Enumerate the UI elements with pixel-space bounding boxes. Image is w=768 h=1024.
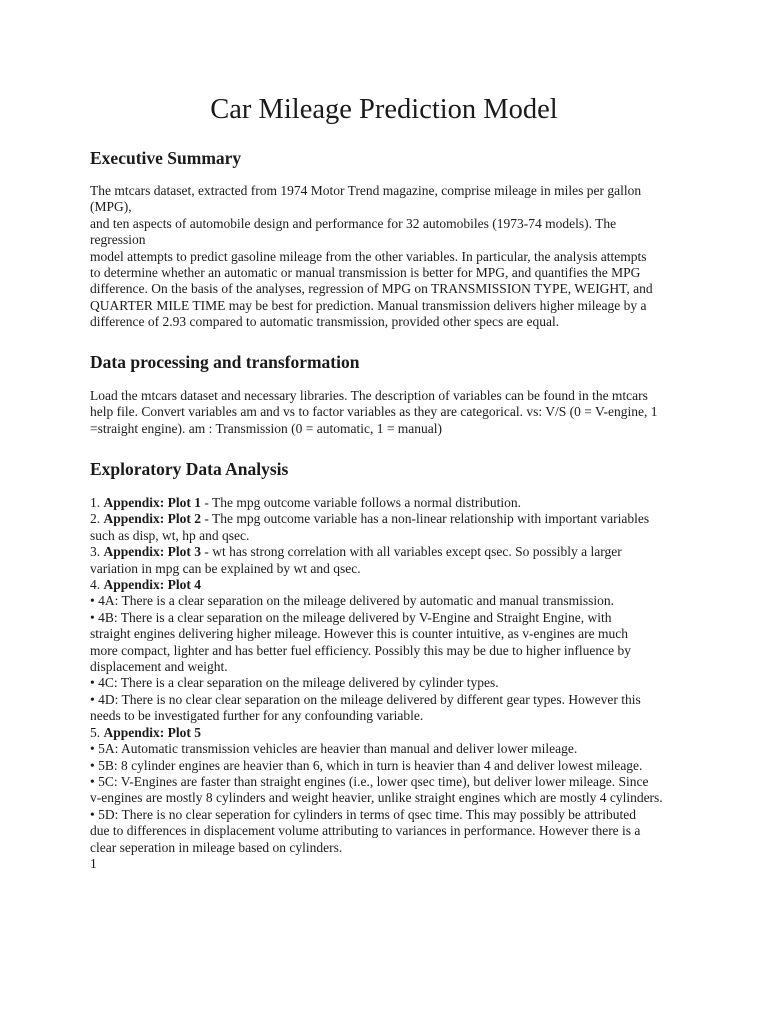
text-line: help file. Convert variables am and vs to factor variables as they are categorical. vs: V/S (0 = V-engine, 1	[90, 404, 658, 420]
item-text: such as disp, wt, hp and qsec.	[90, 527, 250, 543]
list-item	[90, 643, 690, 659]
list-item	[90, 544, 690, 560]
list-item	[90, 741, 690, 757]
list-item	[90, 758, 690, 774]
item-text: • 5B: 8 cylinder engines are heavier than 6, which in turn is heavier than 4 and deliver lowest mileage.	[90, 757, 643, 773]
item-text: • 4A: There is a clear separation on the mileage delivered by automatic and manual transmission.	[90, 593, 615, 609]
text-line: Load the mtcars dataset and necessary libraries. The description of variables can be found in the mtcars	[90, 388, 648, 403]
page-number: 1	[90, 855, 97, 871]
list-item	[90, 692, 690, 708]
list-item	[90, 561, 690, 577]
item-number: 2.	[90, 511, 104, 527]
heading-executive-summary: Executive Summary	[90, 148, 242, 168]
item-text: due to differences in displacement volume attributing to variances in performance. However there is a	[90, 823, 641, 839]
list-item	[90, 528, 690, 544]
appendix-reference: Appendix: Plot 1	[103, 495, 202, 510]
list-item	[90, 790, 690, 806]
item-text: needs to be investigated further for any confounding variable.	[90, 708, 424, 724]
text-line: regression	[90, 232, 146, 248]
item-number: 1.	[90, 495, 104, 510]
item-text: v-engines are mostly 8 cylinders and weight heavier, unlike straight engines which are mostly 4 cylinders.	[90, 790, 663, 806]
heading-data-processing: Data processing and transformation	[90, 352, 360, 372]
item-text: • 5A: Automatic transmission vehicles are heavier than manual and deliver lower mileage.	[90, 741, 578, 757]
appendix-reference: Appendix: Plot 2	[103, 511, 202, 527]
text-line: model attempts to predict gasoline mileage from the other variables. In particular, the analysis attempts	[90, 248, 647, 264]
item-text: - The mpg outcome variable follows a normal distribution.	[201, 495, 521, 510]
item-number: 4.	[90, 577, 104, 593]
list-item	[90, 626, 690, 642]
item-text: - The mpg outcome variable has a non-linear relationship with important variables	[201, 511, 650, 527]
executive-summary-body	[90, 183, 690, 331]
appendix-reference: Appendix: Plot 4	[103, 577, 202, 593]
list-item	[90, 840, 690, 856]
list-item	[90, 675, 690, 691]
text-line: The mtcars dataset, extracted from 1974 Motor Trend magazine, comprise mileage in miles per gallon	[90, 183, 642, 198]
text-line: QUARTER MILE TIME may be best for prediction. Manual transmission delivers higher mileage by a	[90, 297, 647, 313]
text-line: difference of 2.93 compared to automatic transmission, provided other specs are equal.	[90, 314, 560, 330]
text-line: and ten aspects of automobile design and performance for 32 automobiles (1973-74 models). The	[90, 215, 617, 231]
text-line: (MPG),	[90, 199, 132, 215]
item-text: clear seperation in mileage based on cylinders.	[90, 839, 343, 855]
list-item	[90, 807, 690, 823]
heading-exploratory-data-analysis: Exploratory Data Analysis	[90, 459, 289, 479]
list-item	[90, 577, 690, 593]
item-text: displacement and weight.	[90, 659, 228, 675]
appendix-reference: Appendix: Plot 5	[103, 724, 202, 740]
item-text: • 5D: There is no clear seperation for cylinders in terms of qsec time. This may possibly be attributed	[90, 806, 636, 822]
item-number: 3.	[90, 544, 104, 560]
text-line: to determine whether an automatic or manual transmission is better for MPG, and quantifies the MPG	[90, 265, 641, 281]
list-item	[90, 725, 690, 741]
appendix-reference: Appendix: Plot 3	[103, 544, 202, 560]
text-line: difference. On the basis of the analyses, regression of MPG on TRANSMISSION TYPE, WEIGHT, and	[90, 281, 653, 297]
item-text: straight engines delivering higher mileage. However this is counter intuitive, as v-engines are much	[90, 626, 628, 642]
list-item	[90, 511, 690, 527]
item-text: • 5C: V-Engines are faster than straight engines (i.e., lower qsec time), but deliver lower mileage. Since	[90, 773, 649, 789]
list-item	[90, 659, 690, 675]
item-text: • 4B: There is a clear separation on the mileage delivered by V-Engine and Straight Engine, with	[90, 609, 612, 625]
document-title: Car Mileage Prediction Model	[210, 94, 558, 125]
item-text: • 4D: There is no clear clear separation on the mileage delivered by different gear types. However this	[90, 691, 641, 707]
data-processing-body	[90, 388, 690, 437]
list-item	[90, 495, 690, 511]
list-item	[90, 610, 690, 626]
eda-list	[90, 495, 690, 872]
list-item	[90, 823, 690, 839]
list-item	[90, 593, 690, 609]
item-text: variation in mpg can be explained by wt and qsec.	[90, 560, 361, 576]
item-text: more compact, lighter and has better fuel efficiency. Possibly this may be due to higher influence by	[90, 642, 631, 658]
text-line: =straight engine). am : Transmission (0 = automatic, 1 = manual)	[90, 420, 443, 436]
list-item	[90, 774, 690, 790]
item-number: 5.	[90, 724, 104, 740]
list-item	[90, 708, 690, 724]
item-text: • 4C: There is a clear separation on the mileage delivered by cylinder types.	[90, 675, 499, 691]
item-text: - wt has strong correlation with all variables except qsec. So possibly a larger	[201, 544, 622, 560]
